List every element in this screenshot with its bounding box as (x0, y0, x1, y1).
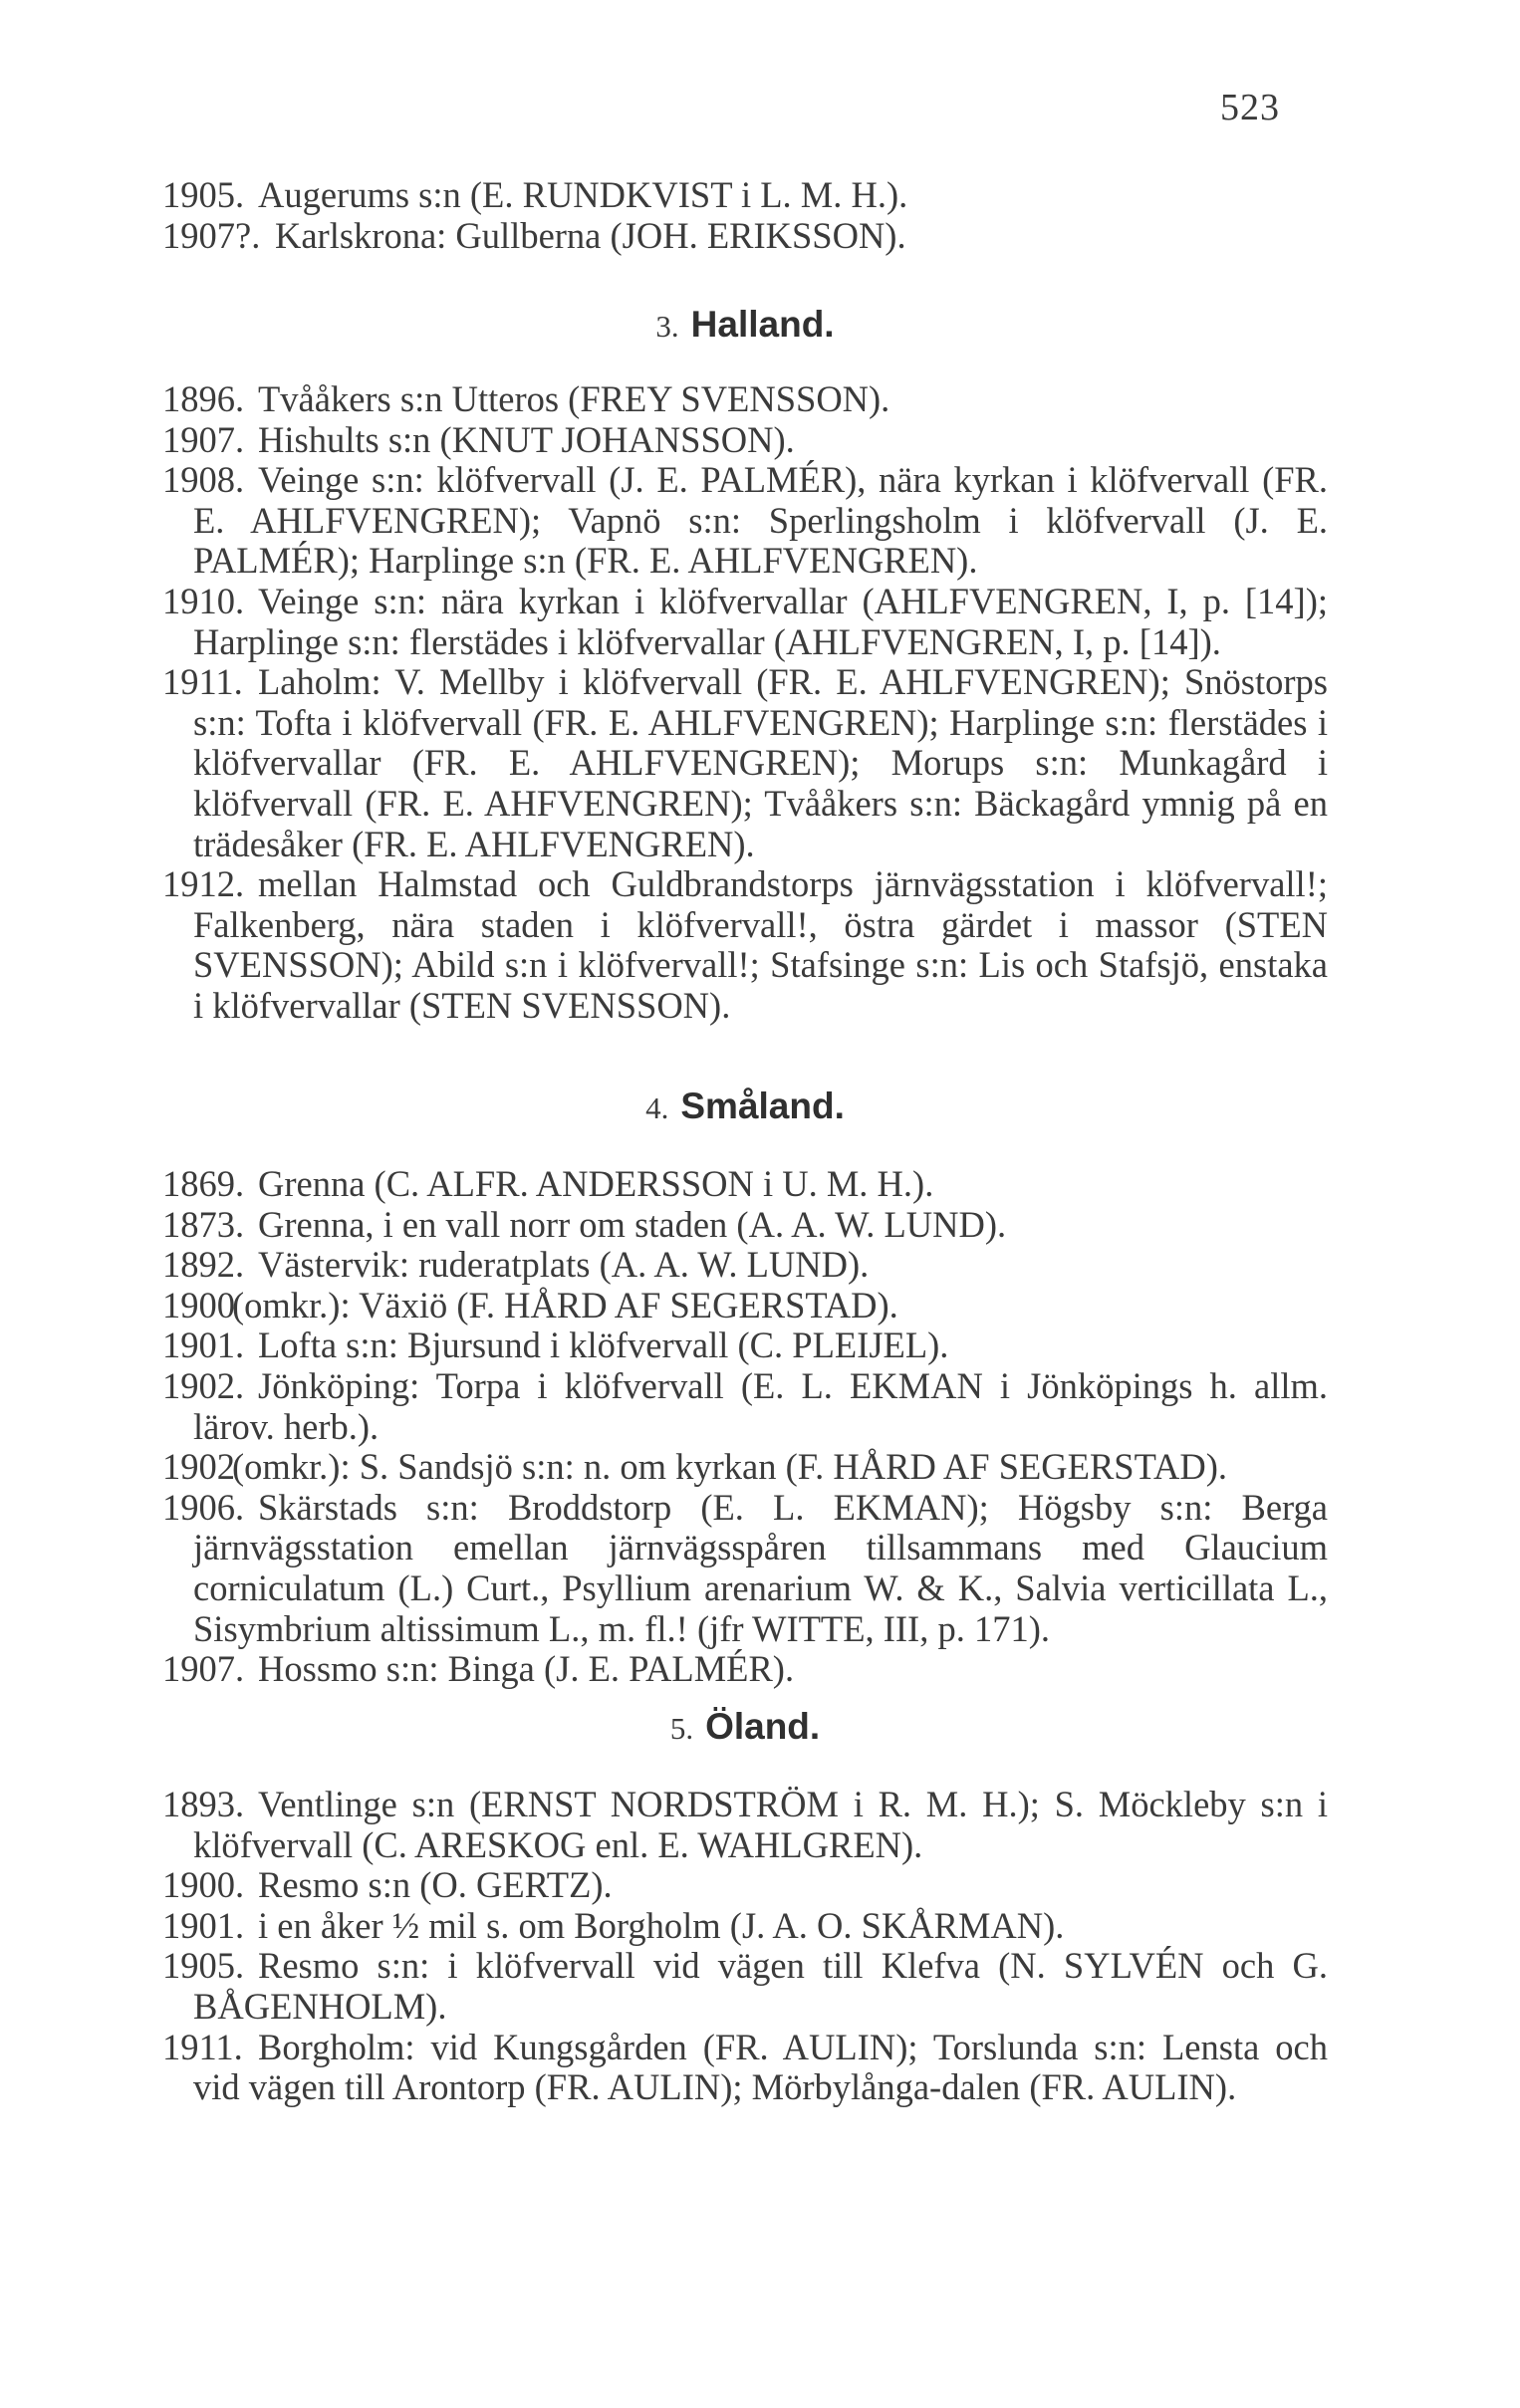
entry-text: Hossmo s:n: Binga (J. E. PALMÉR). (258, 1648, 795, 1690)
entry-year: 1896. (162, 378, 245, 419)
section-title: Öland. (705, 1706, 821, 1747)
section-number: 4. (645, 1090, 669, 1125)
section-number: 5. (669, 1711, 694, 1746)
entry-text: Augerums s:n (E. RUNDKVIST i L. M. H.). (258, 174, 908, 215)
entry-year: 1902 (162, 1446, 235, 1488)
list-item (162, 1488, 1328, 1649)
list-item (162, 1785, 1328, 1865)
entry-text: Grenna, i en vall norr om staden (A. A. W. LUND). (258, 1203, 1007, 1245)
entry-text: Veinge s:n: klöfvervall (J. E. PALMÉR), nära kyrkan i klöfvervall (FR. E. AHLFVENGREN); Vapnö s:n: Sperlingsholm i klöfvervall (J. E. PALMÉR); Harplinge s:n (FR. E. AHLFVENGREN). (193, 459, 1328, 582)
entry-year: 1912. (162, 863, 245, 905)
entry-text: Grenna (C. ALFR. ANDERSSON i U. M. H.). (258, 1163, 934, 1204)
entry-year: 1892. (162, 1244, 245, 1286)
list-item (162, 1906, 1328, 1947)
entry-text: Borgholm: vid Kungsgården (FR. AULIN); Torslunda s:n: Lensta och vid vägen till Arontorp (FR. AULIN); Mörbylånga-dalen (FR. AULIN). (193, 2026, 1328, 2108)
section-title: Halland. (690, 304, 835, 345)
list-item (162, 864, 1328, 1026)
entry-year: 1902. (162, 1364, 245, 1406)
entry-text: Jönköping: Torpa i klöfvervall (E. L. EKMAN i Jönköpings h. allm. lärov. herb.). (193, 1364, 1328, 1447)
list-item (162, 1649, 1328, 1690)
entry-year: 1907?. (162, 214, 261, 256)
entry-text: Skärstads s:n: Broddstorp (E. L. EKMAN); Högsby s:n: Berga järnvägsstation emellan järnvägsspåren tillsammans med Glaucium corniculatum (L.) Curt., Psyllium arenarium W. & K., Salvia verticillata L., Sisymbrium altissimum L., m. fl.! (jfr WITTE, III, p. 171). (193, 1486, 1328, 1649)
entry-text: Tvååkers s:n Utteros (FREY SVENSSON). (258, 378, 890, 419)
entry-text: Resmo s:n (O. GERTZ). (258, 1864, 613, 1906)
entry-text: (omkr.): S. Sandsjö s:n: n. om kyrkan (F. HÅRD AF SEGERSTAD). (232, 1446, 1227, 1488)
entry-year: 1911. (162, 2026, 243, 2067)
section-heading (162, 1707, 1328, 1755)
list-item (162, 1447, 1328, 1488)
list-item (162, 1286, 1328, 1326)
entry-text: Resmo s:n: i klöfvervall vid vägen till Klefva (N. SYLVÉN och G. BÅGENHOLM). (193, 1945, 1328, 2027)
list-item (162, 175, 1328, 216)
list-item (162, 420, 1328, 461)
list-item (162, 216, 1328, 257)
section-heading (162, 305, 1328, 353)
section-heading (162, 1086, 1328, 1134)
sections-2-entries-list (162, 1785, 1328, 2108)
entry-year: 1907. (162, 418, 245, 460)
list-item (162, 1865, 1328, 1906)
entry-year: 1911. (162, 661, 243, 703)
sections-0-entries-list (162, 379, 1328, 1027)
entry-year: 1901. (162, 1904, 245, 1946)
intro-list (162, 175, 1328, 256)
entry-year: 1906. (162, 1486, 245, 1528)
list-item (162, 1164, 1328, 1205)
sections-1-entries-list (162, 1164, 1328, 1690)
entry-year: 1900. (162, 1864, 245, 1906)
page-number: 523 (1220, 87, 1280, 128)
entry-text: i en åker ½ mil s. om Borgholm (J. A. O. SKÅRMAN). (258, 1904, 1065, 1946)
list-item (162, 1946, 1328, 2027)
section-number: 3. (655, 309, 679, 344)
list-item (162, 379, 1328, 420)
entry-text: Hishults s:n (KNUT JOHANSSON). (258, 418, 795, 460)
entry-text: mellan Halmstad och Guldbrandstorps järnvägsstation i klöfvervall!; Falkenberg, nära staden i klöfvervall!, östra gärdet i massor (STEN SVENSSON); Abild s:n i klöfvervall!; Stafsinge s:n: Lis och Stafsjö, enstaka i klöfvervallar (STEN SVENSSON). (193, 863, 1328, 1026)
list-item (162, 1325, 1328, 1366)
list-item (162, 1366, 1328, 1447)
entry-text: Västervik: ruderatplats (A. A. W. LUND). (258, 1244, 870, 1286)
entry-text: Ventlinge s:n (ERNST NORDSTRÖM i R. M. H.); S. Möckleby s:n i klöfvervall (C. ARESKOG enl. E. WAHLGREN). (193, 1784, 1328, 1865)
list-item (162, 460, 1328, 582)
entry-year: 1900 (162, 1284, 235, 1325)
entry-year: 1910. (162, 580, 245, 621)
list-item (162, 582, 1328, 662)
entry-text: Lofta s:n: Bjursund i klöfvervall (C. PLEIJEL). (258, 1324, 949, 1366)
entry-year: 1893. (162, 1784, 245, 1824)
entry-text: Veinge s:n: nära kyrkan i klöfvervallar (AHLFVENGREN, I, p. [14]); Harplinge s:n: flerstädes i klöfvervallar (AHLFVENGREN, I, p. [14]). (193, 580, 1328, 662)
entry-text: (omkr.): Växiö (F. HÅRD AF SEGERSTAD). (232, 1284, 898, 1325)
entry-year: 1869. (162, 1163, 245, 1204)
list-item (162, 662, 1328, 864)
entry-year: 1873. (162, 1203, 245, 1245)
entry-text: Laholm: V. Mellby i klöfvervall (FR. E. AHLFVENGREN); Snöstorps s:n: Tofta i klöfvervall (FR. E. AHLFVENGREN); Harplinge s:n: flerstädes i klöfvervallar (FR. E. AHLFVENGREN); Morups s:n: Munkagård i klöfvervall (FR. E. AHFVENGREN); Tvååkers s:n: Bäckagård ymnig på en trädesåker (FR. E. AHLFVENGREN). (193, 661, 1328, 864)
entry-year: 1908. (162, 459, 245, 501)
entry-year: 1907. (162, 1648, 245, 1690)
entry-text: Karlskrona: Gullberna (JOH. ERIKSSON). (275, 214, 906, 256)
list-item (162, 2028, 1328, 2108)
list-item (162, 1245, 1328, 1286)
entry-year: 1905. (162, 174, 245, 215)
list-item (162, 1205, 1328, 1246)
entry-year: 1905. (162, 1945, 245, 1987)
section-title: Småland. (680, 1085, 845, 1126)
entry-year: 1901. (162, 1324, 245, 1366)
